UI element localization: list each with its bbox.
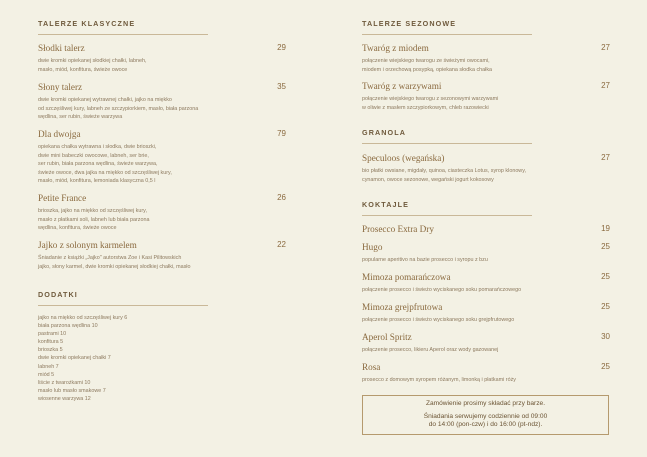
item-description: Śniadanie z książki „Jajko" autorstwa Zoe i Kasi Pilitowskich jajko, słony karmel, dwie kromki opiekanej słodkiej chałki, masło <box>38 255 191 270</box>
seasonal-heading: TALERZE SEZONOWE <box>362 19 457 28</box>
order-notice-box <box>362 395 609 435</box>
extras-rule <box>38 305 208 306</box>
list-item: konfitura 5 <box>38 339 64 346</box>
item-name: Słony talerz <box>38 82 83 92</box>
item-description: połączenie prosecco i świeżo wyciskanego soku grejpfrutowego <box>362 317 515 323</box>
item-price: 25 <box>601 302 610 311</box>
extras-heading: DODATKI <box>38 290 78 299</box>
item-price: 25 <box>601 272 610 281</box>
item-description: bio płatki owsiane, migdały, quinoa, ciasteczka Lotus, syrop klonowy, cynamon, owoce sezonowe, wegański jogurt kokosowy <box>362 168 526 183</box>
cocktails-heading: KOKTAJLE <box>362 200 410 209</box>
seasonal-rule <box>362 34 532 35</box>
list-item: masło lub masło smakowe 7 <box>38 387 106 394</box>
granola-rule <box>362 143 532 144</box>
item-price: 26 <box>277 193 286 202</box>
menu-item <box>362 81 610 112</box>
menu-item <box>38 82 286 122</box>
menu-item <box>362 362 610 385</box>
item-name: Jajko z solonym karmelem <box>38 240 137 250</box>
cocktails-section <box>362 200 532 216</box>
item-name: Słodki talerz <box>38 43 85 53</box>
menu-item <box>38 240 286 271</box>
item-description: połączenie wiejskiego twarogu z sezonowymi warzywami w oliwie z masłem szczypiorkowym, chleb razowiecki <box>362 96 499 111</box>
extras-list <box>38 314 238 403</box>
item-description: połączenie prosecco, likieru Aperol oraz wody gazowanej <box>362 347 499 353</box>
menu-item <box>362 242 610 265</box>
item-name: Twaróg z warzywami <box>362 81 442 91</box>
item-description: połączenie prosecco i świeżo wyciskanego soku pomarańczowego <box>362 287 522 293</box>
menu-item <box>362 153 610 184</box>
item-name: Dla dwojga <box>38 129 81 139</box>
item-name: Rosa <box>362 362 381 372</box>
item-name: Speculoos (wegańska) <box>362 153 445 163</box>
menu-item <box>362 43 610 74</box>
menu-item <box>362 224 610 234</box>
item-description: prosecco z domowym syropem różanym, limonką i płatkami róży <box>362 377 516 383</box>
item-name: Twaróg z miodem <box>362 43 429 53</box>
extras-section <box>38 290 208 306</box>
item-price: 25 <box>601 242 610 251</box>
item-description: dwie kromki opiekanej słodkiej chałki, labneh, masło, miód, konfitura, świeże owoce <box>38 58 147 73</box>
list-item: jajko na miękko od szczęśliwej kury 6 <box>38 315 128 321</box>
item-description: dwie kromki opiekanej wytrawnej chałki, jajko na miękko od szczęśliwej kury, labneh ze szczypiorkiem, masło, biała parzona wędlina, ser rubin, świeże warzywa <box>38 97 199 121</box>
item-price: 30 <box>601 332 610 341</box>
item-price: 27 <box>601 153 610 162</box>
menu-item <box>38 129 286 186</box>
item-price: 22 <box>277 240 286 249</box>
item-price: 25 <box>601 362 610 371</box>
list-item: biała parzona wędlina 10 <box>38 323 98 330</box>
menu-item <box>362 332 610 355</box>
menu-item <box>362 272 610 295</box>
item-price: 29 <box>277 43 286 52</box>
item-name: Petite France <box>38 193 87 203</box>
item-description: opiekana chałka wytrawna i słodka, dwie brioszki, dwie mini babeczki owocowe, labneh, ser brie, ser rubin, biała parzona wędlina, świeże warzywa, świeże owoce, dwa jajka na miękko od szczęśliwej kury, masło, miód, konfitura, lemoniada klasyczna 0,5 l <box>38 144 172 185</box>
list-item: labneh 7 <box>38 363 59 370</box>
granola-section <box>362 128 532 144</box>
list-item: pastrami 10 <box>38 331 67 338</box>
cocktails-rule <box>362 215 532 216</box>
item-price: 27 <box>601 43 610 52</box>
item-name: Aperol Spritz <box>362 332 412 342</box>
item-description: połączenie wiejskiego twarogu ze świeżymi owocami, miodem i orzechową posypką, opiekana słodka chałka <box>362 58 493 73</box>
item-description: popularne aperitivo na bazie prosecco i syropu z bzu <box>362 257 488 263</box>
item-name: Hugo <box>362 242 383 252</box>
list-item: liście z twarożkami 10 <box>38 379 91 386</box>
classics-rule <box>38 34 208 35</box>
item-description: brioszka, jajko na miękko od szczęśliwej kury, masło z płatkami soli, labneh lub biała parzona wędlina, konfitura, świeże owoce <box>38 208 150 232</box>
classics-section <box>38 19 208 35</box>
item-name: Mimoza grejpfrutowa <box>362 302 443 312</box>
item-name: Prosecco Extra Dry <box>362 224 434 234</box>
item-price: 35 <box>277 82 286 91</box>
list-item: wiosenne warzywa 12 <box>38 395 91 402</box>
item-name: Mimoza pomarańczowa <box>362 272 451 282</box>
notice-line-hours: Śniadania serwujemy codziennie od 09:00 <box>423 412 548 420</box>
notice-line-days: do 14:00 (pon-czw) i do 16:00 (pt-ndz). <box>428 421 543 429</box>
classics-heading: TALERZE KLASYCZNE <box>38 19 136 28</box>
menu-item <box>38 193 286 233</box>
item-price: 79 <box>277 129 286 138</box>
menu-item <box>362 302 610 325</box>
notice-line-order: Zamówienie prosimy składać przy barze. <box>425 400 546 407</box>
seasonal-section <box>362 19 532 35</box>
menu-item <box>38 43 286 74</box>
list-item: dwie kromki opiekanej chałki 7 <box>38 355 111 362</box>
granola-heading: GRANOLA <box>362 128 407 137</box>
item-price: 27 <box>601 81 610 90</box>
item-price: 19 <box>601 224 610 233</box>
list-item: miód 5 <box>38 371 55 378</box>
list-item: brioszka 5 <box>38 347 63 354</box>
